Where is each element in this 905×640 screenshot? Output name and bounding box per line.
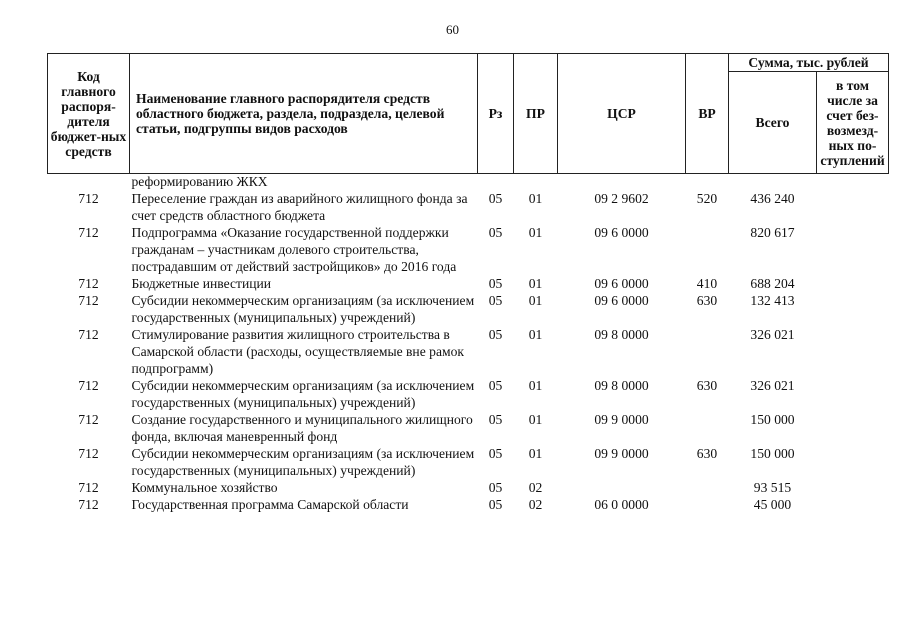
cell-pr: 02: [528, 480, 543, 495]
header-vr: ВР: [686, 54, 729, 174]
cell-csr: 09 8 0000: [594, 327, 649, 342]
cell-rz: 05: [488, 191, 503, 206]
cell-vr: [686, 496, 729, 513]
cell-name: реформированию ЖКХ: [131, 174, 268, 189]
cell-csr: 09 6 0000: [594, 225, 649, 240]
header-code: Код главного распоря-дителя бюджет-ных средств: [48, 54, 130, 174]
cell-pr: 01: [528, 327, 543, 342]
cell-pr: 01: [528, 378, 543, 393]
budget-table: [47, 53, 889, 513]
table-row: [48, 224, 889, 275]
cell-vr: 410: [696, 276, 718, 291]
cell-csr: 09 2 9602: [594, 191, 649, 206]
cell-pr: 01: [528, 276, 543, 291]
cell-rz: 05: [488, 225, 503, 240]
cell-pr: [514, 174, 558, 191]
cell-total: 132 413: [750, 293, 795, 308]
cell-total: 150 000: [750, 446, 795, 461]
cell-total: 150 000: [750, 412, 795, 427]
cell-vr: 630: [696, 446, 718, 461]
table-row: [48, 496, 889, 513]
cell-code: 712: [78, 191, 99, 206]
cell-pr: 01: [528, 412, 543, 427]
cell-gratuitous: [817, 496, 889, 513]
cell-total: [729, 174, 817, 191]
cell-code: 712: [78, 412, 99, 427]
cell-vr: 630: [696, 293, 718, 308]
cell-csr: [558, 479, 686, 496]
table-header: [48, 54, 889, 174]
cell-rz: 05: [488, 446, 503, 461]
cell-gratuitous: [817, 275, 889, 292]
table-row: [48, 377, 889, 411]
cell-name: Субсидии некоммерческим организациям (за исключением государственных (муниципальных) учреждений): [131, 378, 475, 410]
cell-pr: 01: [528, 191, 543, 206]
cell-name: Стимулирование развития жилищного строительства в Самарской области (расходы, осуществляемые вне рамок подпрограмм): [131, 327, 464, 376]
cell-code: 712: [78, 293, 99, 308]
table-row: [48, 275, 889, 292]
cell-gratuitous: [817, 174, 889, 191]
cell-gratuitous: [817, 479, 889, 496]
cell-csr: [558, 174, 686, 191]
cell-total: 45 000: [753, 497, 792, 512]
cell-gratuitous: [817, 190, 889, 224]
cell-name: Создание государственного и муниципального жилищного фонда, включая маневренный фонд: [131, 412, 473, 444]
cell-rz: 05: [488, 497, 503, 512]
cell-gratuitous: [817, 292, 889, 326]
table-row: [48, 190, 889, 224]
cell-csr: 09 9 0000: [594, 446, 649, 461]
cell-vr: [686, 411, 729, 445]
cell-vr: [686, 479, 729, 496]
cell-rz: 05: [488, 276, 503, 291]
header-gratuitous: в том числе за счет без-возмезд-ных по-ступлений: [817, 72, 889, 174]
cell-vr: [686, 326, 729, 377]
cell-rz: 05: [488, 412, 503, 427]
cell-name: Бюджетные инвестиции: [131, 276, 272, 291]
cell-rz: 05: [488, 378, 503, 393]
cell-gratuitous: [817, 445, 889, 479]
cell-name: Государственная программа Самарской области: [131, 497, 409, 512]
table-body: [48, 174, 889, 514]
table-row: [48, 292, 889, 326]
cell-code: 712: [78, 327, 99, 342]
cell-rz: 05: [488, 293, 503, 308]
header-csr: ЦСР: [558, 54, 686, 174]
cell-pr: 01: [528, 293, 543, 308]
cell-name: Субсидии некоммерческим организациям (за исключением государственных (муниципальных) учреждений): [131, 293, 475, 325]
cell-csr: 09 6 0000: [594, 276, 649, 291]
cell-rz: [478, 174, 514, 191]
header-rz: Рз: [478, 54, 514, 174]
cell-pr: 02: [528, 497, 543, 512]
header-sum: Сумма, тыс. рублей: [729, 54, 889, 72]
cell-vr: [686, 224, 729, 275]
cell-csr: 09 6 0000: [594, 293, 649, 308]
header-total: Всего: [729, 72, 817, 174]
cell-total: 93 515: [753, 480, 792, 495]
cell-code: 712: [78, 276, 99, 291]
cell-csr: 06 0 0000: [594, 497, 649, 512]
cell-csr: 09 8 0000: [594, 378, 649, 393]
cell-name: Подпрограмма «Оказание государственной поддержки гражданам – участникам долевого строительства, пострадавшим от действий застройщиков» до 2016 года: [131, 225, 457, 274]
cell-total: 326 021: [750, 378, 795, 393]
cell-vr: [686, 174, 729, 191]
page-number: 60: [446, 22, 459, 37]
cell-rz: 05: [488, 480, 503, 495]
cell-code: 712: [78, 446, 99, 461]
cell-code: [48, 174, 130, 191]
cell-name: Субсидии некоммерческим организациям (за исключением государственных (муниципальных) учреждений): [131, 446, 475, 478]
header-name: Наименование главного распорядителя средств областного бюджета, раздела, подраздела, целевой статьи, подгруппы видов расходов: [130, 54, 478, 174]
cell-pr: 01: [528, 446, 543, 461]
cell-code: 712: [78, 497, 99, 512]
cell-gratuitous: [817, 224, 889, 275]
cell-gratuitous: [817, 377, 889, 411]
cell-total: 326 021: [750, 327, 795, 342]
table-row: [48, 174, 889, 191]
cell-name: Переселение граждан из аварийного жилищного фонда за счет средств областного бюджета: [131, 191, 468, 223]
cell-total: 688 204: [750, 276, 795, 291]
cell-code: 712: [78, 225, 99, 240]
table-row: [48, 445, 889, 479]
cell-gratuitous: [817, 411, 889, 445]
cell-code: 712: [78, 480, 99, 495]
cell-total: 820 617: [750, 225, 795, 240]
table-row: [48, 479, 889, 496]
cell-vr: 630: [696, 378, 718, 393]
cell-rz: 05: [488, 327, 503, 342]
cell-total: 436 240: [750, 191, 795, 206]
header-pr: ПР: [514, 54, 558, 174]
table-row: [48, 326, 889, 377]
cell-vr: 520: [696, 191, 718, 206]
table-row: [48, 411, 889, 445]
cell-name: Коммунальное хозяйство: [131, 480, 278, 495]
cell-csr: 09 9 0000: [594, 412, 649, 427]
cell-gratuitous: [817, 326, 889, 377]
cell-code: 712: [78, 378, 99, 393]
cell-pr: 01: [528, 225, 543, 240]
